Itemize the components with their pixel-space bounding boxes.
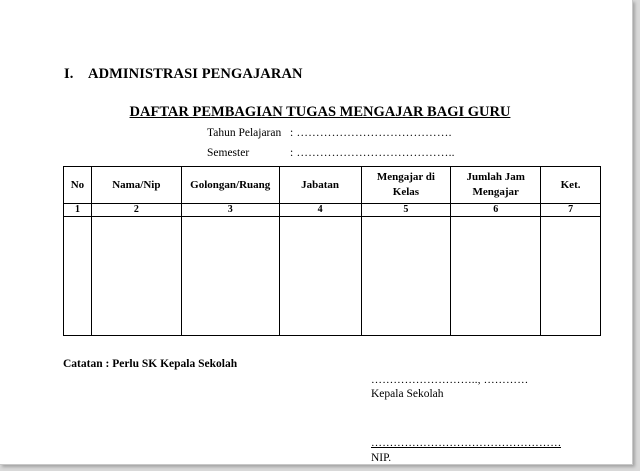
signature-role: Kepala Sekolah — [371, 388, 444, 400]
table-header-row — [64, 167, 601, 204]
table-row — [64, 217, 601, 336]
table-cell[interactable] — [541, 217, 601, 336]
signature-name-line: …………………………………………… — [371, 437, 562, 449]
header-jabatan: Jabatan — [279, 167, 361, 204]
section-heading — [64, 66, 303, 83]
header-golongan-ruang: Golongan/Ruang — [181, 167, 279, 204]
signature-nip: NIP. — [371, 452, 392, 464]
column-number: 3 — [181, 204, 279, 217]
header-nama-nip: Nama/Nip — [91, 167, 181, 204]
table-cell[interactable] — [181, 217, 279, 336]
assignment-table — [63, 166, 601, 336]
semester-value: : ………………………………….. — [290, 147, 455, 159]
column-number: 4 — [279, 204, 361, 217]
header-no: No — [64, 167, 92, 204]
column-number-row — [64, 204, 601, 217]
column-number: 1 — [64, 204, 92, 217]
table-cell[interactable] — [361, 217, 451, 336]
table-cell[interactable] — [91, 217, 181, 336]
header-jumlah-jam-mengajar: Jumlah Jam Mengajar — [451, 167, 541, 204]
header-mengajar-di-kelas: Mengajar di Kelas — [361, 167, 451, 204]
tahun-pelajaran-value: : …………………………………. — [290, 127, 452, 139]
document-title: DAFTAR PEMBAGIAN TUGAS MENGAJAR BAGI GURU — [129, 104, 511, 120]
section-title: ADMINISTRASI PENGAJARAN — [88, 66, 303, 82]
tahun-pelajaran-row — [207, 127, 452, 139]
column-number: 5 — [361, 204, 451, 217]
column-number: 7 — [541, 204, 601, 217]
semester-label: Semester — [207, 147, 250, 159]
section-number: I. — [64, 66, 74, 82]
table-cell[interactable] — [279, 217, 361, 336]
note: Catatan : Perlu SK Kepala Sekolah — [63, 358, 238, 370]
table-cell[interactable] — [451, 217, 541, 336]
column-number: 6 — [451, 204, 541, 217]
tahun-pelajaran-label: Tahun Pelajaran — [207, 127, 282, 139]
table-cell[interactable] — [64, 217, 92, 336]
semester-row — [207, 147, 455, 159]
header-ket: Ket. — [541, 167, 601, 204]
signature-place-date: ……………………….., ………… — [371, 374, 529, 386]
column-number: 2 — [91, 204, 181, 217]
